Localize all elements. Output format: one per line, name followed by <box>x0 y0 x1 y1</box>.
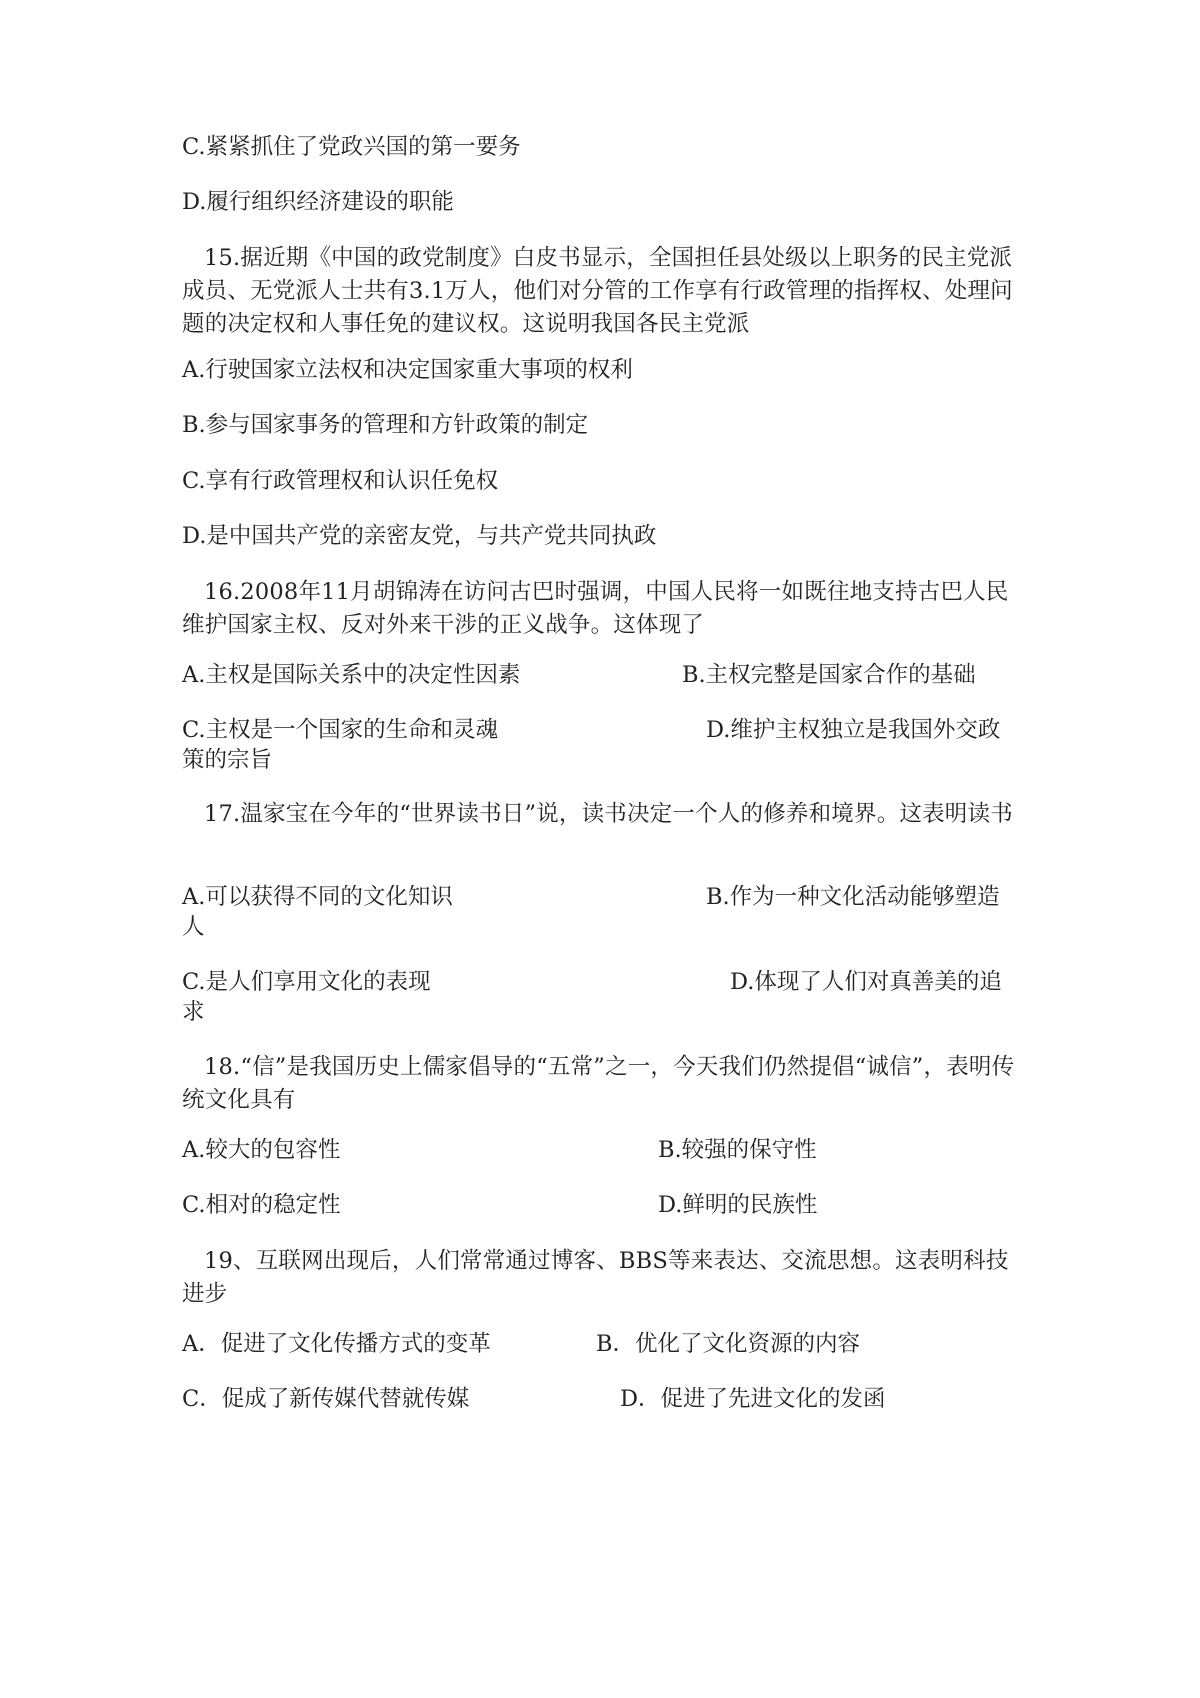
q19-option-b: B．优化了文化资源的内容 <box>596 1331 861 1357</box>
q16-option-d: D.维护主权独立是我国外交政 <box>706 717 1001 743</box>
q14-option-d: D.履行组织经济建设的职能 <box>182 189 454 215</box>
q16-option-b: B.主权完整是国家合作的基础 <box>682 662 976 688</box>
q18-option-c: C.相对的稳定性 <box>182 1192 341 1218</box>
q18-stem: 18.“信”是我国历史上儒家倡导的“五常”之一，今天我们仍然提倡“诚信”，表明传统文化具有 <box>182 1054 1015 1113</box>
q18-option-d: D.鲜明的民族性 <box>658 1192 818 1218</box>
q15-option-d: D.是中国共产党的亲密友党，与共产党共同执政 <box>182 523 657 549</box>
q17-option-b-wrap: 人 <box>182 914 205 940</box>
q19-stem: 19、互联网出现后，人们常常通过博客、BBS等来表达、交流思想。这表明科技进步 <box>182 1248 1009 1307</box>
q18-option-b: B.较强的保守性 <box>658 1137 817 1163</box>
q15-option-a: A.行驶国家立法权和决定国家重大事项的权利 <box>182 357 633 383</box>
q16-option-a: A.主权是国际关系中的决定性因素 <box>182 662 521 688</box>
q19-option-d: D．促进了先进文化的发函 <box>620 1386 886 1412</box>
q18-option-a: A.较大的包容性 <box>182 1137 341 1163</box>
q16-stem: 16.2008年11月胡锦涛在访问古巴时强调，中国人民将一如既往地支持古巴人民维护国家主权、反对外来干涉的正义战争。这体现了 <box>182 579 1009 638</box>
q17-option-a: A.可以获得不同的文化知识 <box>182 884 453 910</box>
q17-option-d: D.体现了人们对真善美的追 <box>730 969 1002 995</box>
q15-option-b: B.参与国家事务的管理和方针政策的制定 <box>182 412 589 438</box>
q19-option-a: A．促进了文化传播方式的变革 <box>182 1331 491 1357</box>
q14-option-c: C.紧紧抓住了党政兴国的第一要务 <box>182 134 521 160</box>
q17-stem: 17.温家宝在今年的“世界读书日”说，读书决定一个人的修养和境界。这表明读书 <box>204 801 1013 827</box>
q16-option-c: C.主权是一个国家的生命和灵魂 <box>182 717 499 743</box>
q19-option-c: C．促成了新传媒代替就传媒 <box>182 1386 470 1412</box>
q16-option-d-wrap: 策的宗旨 <box>182 747 273 773</box>
q17-option-d-wrap: 求 <box>182 999 205 1025</box>
q15-option-c: C.享有行政管理权和认识任免权 <box>182 468 499 494</box>
q17-option-c: C.是人们享用文化的表现 <box>182 969 431 995</box>
q15-stem: 15.据近期《中国的政党制度》白皮书显示，全国担任县处级以上职务的民主党派成员、无党派人士共有3.1万人，他们对分管的工作享有行政管理的指挥权、处理问题的决定权和人事任免的建议权。这说明我国各民主党派 <box>182 245 1013 337</box>
q17-option-b: B.作为一种文化活动能够塑造 <box>706 884 1000 910</box>
